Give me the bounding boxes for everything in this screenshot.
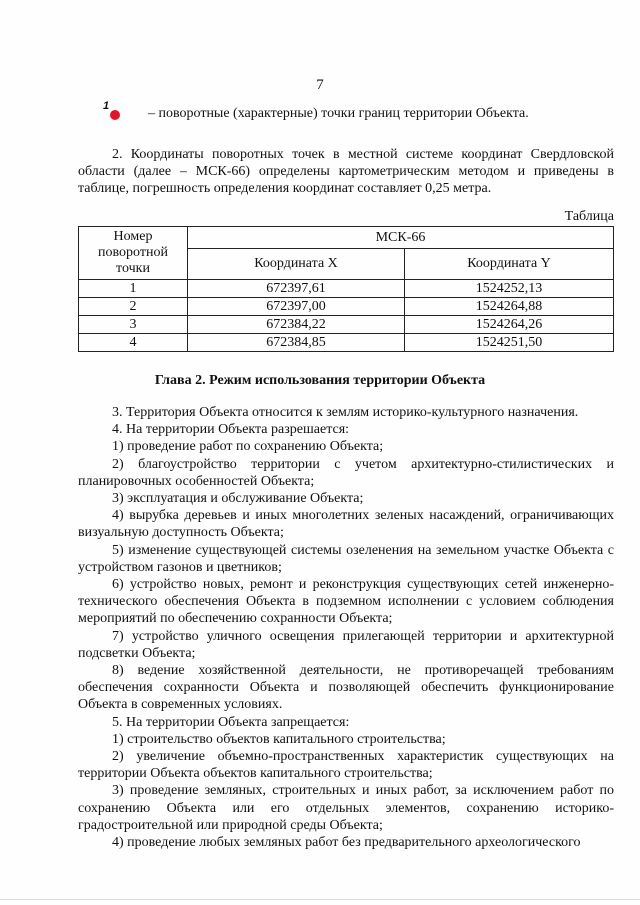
body-paragraph: 8) ведение хозяйственной деятельности, не противоречащей требованиям обеспечения сохранности Объекта и позволяющей обеспечить функционирование Объекта в современных условиях. bbox=[78, 663, 614, 713]
cell-point-number: 4 bbox=[79, 334, 188, 352]
body-paragraph: 2) благоустройство территории с учетом архитектурно-стилистических и планировочных особенностей Объекта; bbox=[78, 456, 614, 489]
header-y: Координата Y bbox=[405, 249, 614, 280]
body-paragraph: 5. На территории Объекта запрещается: bbox=[112, 714, 350, 730]
cell-point-number: 2 bbox=[79, 298, 188, 316]
body-paragraph: 5) изменение существующей системы озеленения на земельном участке Объекта с устройством газонов и цветников; bbox=[78, 542, 614, 575]
header-coordinate-system: МСК-66 bbox=[188, 227, 614, 249]
cell-x: 672384,22 bbox=[188, 316, 405, 334]
body-paragraph: 4) проведение любых земляных работ без предварительного археологического bbox=[112, 835, 581, 851]
marker-number: 1 bbox=[103, 100, 110, 112]
legend-row bbox=[100, 100, 529, 124]
table-row bbox=[79, 334, 614, 352]
body-paragraph: 7) устройство уличного освещения прилегающей территории и архитектурной подсветки Объекта; bbox=[78, 628, 614, 661]
body-paragraph: 2) увеличение объемно-пространственных характеристик существующих на территории Объекта объектов капитального строительства; bbox=[78, 749, 614, 782]
cell-x: 672384,85 bbox=[188, 334, 405, 352]
page-edge-line bbox=[0, 899, 640, 900]
body-paragraph: 3) проведение земляных, строительных и иных работ, за исключением работ по сохранению Объекта или его отдельных элементов, сохранению историко-градостроительной или природной среды Объекта; bbox=[78, 783, 614, 833]
boundary-point-marker bbox=[100, 100, 128, 124]
cell-x: 672397,00 bbox=[188, 298, 405, 316]
paragraph-coordinates-intro: 2. Координаты поворотных точек в местной системе координат Свердловской области (далее – МСК-66) определены картометрическим методом и приведены в таблице, погрешность определения координат составляет 0,25 метра. bbox=[78, 147, 614, 196]
legend-text: – поворотные (характерные) точки границ территории Объекта. bbox=[148, 106, 529, 121]
cell-x: 672397,61 bbox=[188, 280, 405, 298]
body-paragraph: 1) строительство объектов капитального строительства; bbox=[112, 731, 446, 747]
table-row bbox=[79, 298, 614, 316]
table-row bbox=[79, 280, 614, 298]
body-paragraph: 4) вырубка деревьев и иных многолетних зеленых насаждений, ограничивающих визуальную доступность Объекта; bbox=[78, 508, 614, 541]
body-paragraph: 4. На территории Объекта разрешается: bbox=[112, 422, 350, 438]
cell-y: 1524264,26 bbox=[405, 316, 614, 334]
table-header-row bbox=[79, 227, 614, 249]
cell-y: 1524251,50 bbox=[405, 334, 614, 352]
coordinates-table bbox=[78, 226, 614, 352]
header-point-number: Номер поворотной точки bbox=[79, 227, 188, 280]
body-paragraph: 1) проведение работ по сохранению Объекта; bbox=[112, 439, 384, 455]
red-dot-icon bbox=[110, 110, 120, 120]
header-x: Координата X bbox=[188, 249, 405, 280]
chapter-title: Глава 2. Режим использования территории Объекта bbox=[154, 373, 486, 388]
page-number: 7 bbox=[316, 77, 324, 93]
body-paragraph: 3. Территория Объекта относится к землям историко-культурного назначения. bbox=[112, 405, 579, 420]
cell-point-number: 3 bbox=[79, 316, 188, 334]
body-paragraph: 6) устройство новых, ремонт и реконструкция существующих сетей инженерно-технического обеспечения Объекта в подземном исполнении с условием соблюдения мероприятий по обеспечению сохранности Объекта; bbox=[78, 577, 614, 627]
body-paragraph: 3) эксплуатация и обслуживание Объекта; bbox=[112, 491, 364, 507]
cell-point-number: 1 bbox=[79, 280, 188, 298]
table-caption: Таблица bbox=[564, 209, 614, 224]
table-row bbox=[79, 316, 614, 334]
cell-y: 1524252,13 bbox=[405, 280, 614, 298]
chapter-body bbox=[78, 404, 614, 851]
cell-y: 1524264,88 bbox=[405, 298, 614, 316]
